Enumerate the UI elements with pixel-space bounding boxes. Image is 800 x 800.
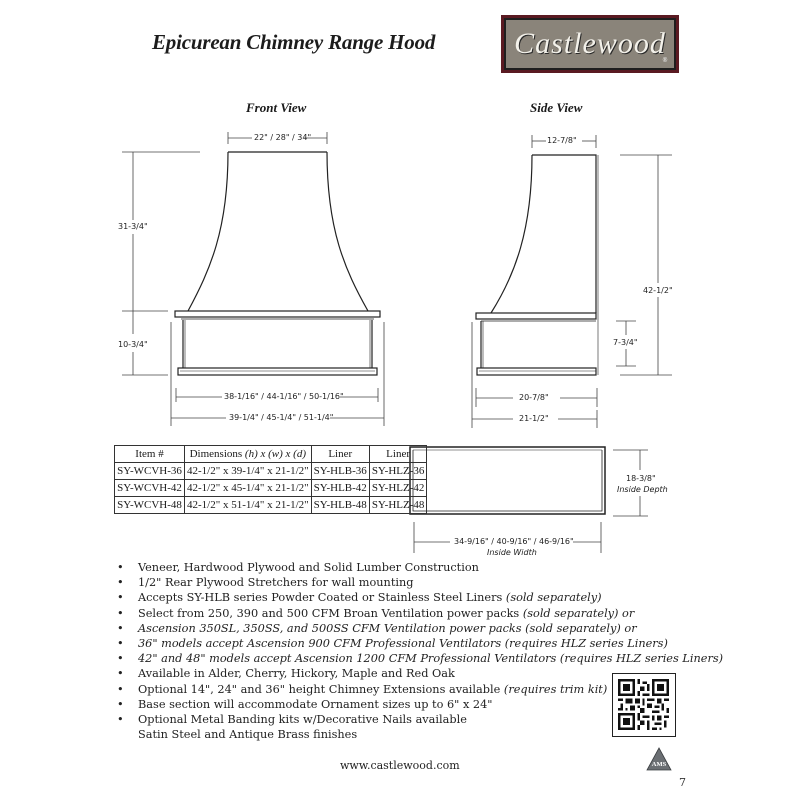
front-view-drawing bbox=[175, 152, 380, 375]
feature-item: • Base section will accommodate Ornament sizes up to 6" x 24" bbox=[117, 697, 493, 711]
feature-item: • Veneer, Hardwood Plywood and Solid Lumber Construction bbox=[117, 561, 479, 574]
page-title: Epicurean Chimney Range Hood bbox=[152, 30, 436, 54]
front-base-width-dim: 38-1/16" / 44-1/16" / 50-1/16" bbox=[224, 392, 344, 401]
cell-liner-hlz: SY-HLZ-42 bbox=[369, 480, 427, 497]
cell-item: SY-WCVH-42 bbox=[115, 480, 185, 497]
front-view-label: Front View bbox=[246, 100, 307, 115]
feature-item: • Available in Alder, Cherry, Hickory, Maple and Red Oak bbox=[117, 667, 455, 681]
feature-item: • Select from 250, 390 and 500 CFM Broan Ventilation power packs (sold separately) or bbox=[117, 606, 635, 620]
cell-dimensions: 42-1/2" x 45-1/4" x 21-1/2" bbox=[185, 480, 312, 497]
cell-liner-hlb: SY-HLB-42 bbox=[311, 480, 369, 497]
cell-item: SY-WCVH-48 bbox=[115, 497, 185, 514]
liner-plan-drawing bbox=[410, 447, 605, 514]
side-top-depth-dim: 12-7/8" bbox=[547, 136, 577, 145]
cell-liner-hlz: SY-HLZ-36 bbox=[369, 463, 427, 480]
feature-item: • 1/2" Rear Plywood Stretchers for wall mounting bbox=[117, 576, 414, 590]
feature-item: • Ascension 350SL, 350SS, and 500SS CFM Ventilation power packs (sold separately) or bbox=[117, 621, 637, 635]
ams-badge bbox=[646, 747, 672, 775]
table-row bbox=[115, 497, 427, 514]
liner-inside-depth-label: Inside Depth bbox=[617, 485, 668, 494]
liner-inside-depth-dim: 18-3/8" bbox=[626, 474, 656, 483]
cell-liner-hlz: SY-HLZ-48 bbox=[369, 497, 427, 514]
spec-table-header bbox=[115, 446, 427, 463]
qr-code[interactable] bbox=[612, 673, 676, 737]
cell-dimensions: 42-1/2" x 51-1/4" x 21-1/2" bbox=[185, 497, 312, 514]
liner-inside-width-dim: 34-9/16" / 40-9/16" / 46-9/16" bbox=[454, 537, 574, 546]
feature-item-continuation: Satin Steel and Antique Brass finishes bbox=[138, 728, 358, 742]
logo-text: Castlewood bbox=[514, 27, 666, 60]
side-view-drawing bbox=[476, 155, 598, 375]
cell-item: SY-WCVH-36 bbox=[115, 463, 185, 480]
side-overall-depth-dim: 21-1/2" bbox=[519, 414, 549, 423]
spec-table bbox=[114, 445, 427, 514]
liner-inside-width-label: Inside Width bbox=[487, 548, 537, 557]
cell-dimensions: 42-1/2" x 39-1/4" x 21-1/2" bbox=[185, 463, 312, 480]
registered-mark: ® bbox=[662, 57, 668, 64]
front-top-width-dim: 22" / 28" / 34" bbox=[254, 133, 312, 142]
website-link[interactable]: www.castlewood.com bbox=[340, 759, 460, 772]
feature-item: • 42" and 48" models accept Ascension 1200 CFM Professional Ventilators (requires HLZ series Liners) bbox=[117, 652, 724, 666]
cell-liner-hlb: SY-HLB-48 bbox=[311, 497, 369, 514]
header-liner-hlb: Liner bbox=[311, 446, 369, 463]
side-overall-height-dim: 42-1/2" bbox=[643, 286, 673, 295]
front-chimney-height-dim: 31-3/4" bbox=[118, 222, 148, 231]
feature-item: • Optional Metal Banding kits w/Decorative Nails available bbox=[117, 713, 467, 727]
qr-code-icon bbox=[618, 679, 669, 730]
svg-text:AMS: AMS bbox=[651, 761, 667, 768]
side-base-height-dim: 7-3/4" bbox=[613, 338, 638, 347]
front-overall-width-dim: 39-1/4" / 45-1/4" / 51-1/4" bbox=[229, 413, 334, 422]
side-base-depth-dim: 20-7/8" bbox=[519, 393, 549, 402]
page-number: 7 bbox=[679, 776, 686, 789]
feature-item: • Optional 14", 24" and 36" height Chimney Extensions available (requires trim kit) bbox=[117, 682, 608, 696]
front-base-height-dim: 10-3/4" bbox=[118, 340, 148, 349]
feature-item: • Accepts SY-HLB series Powder Coated or Stainless Steel Liners (sold separately) bbox=[117, 591, 602, 605]
feature-item: • 36" models accept Ascension 900 CFM Professional Ventilators (requires HLZ series Liners) bbox=[117, 637, 668, 651]
cell-liner-hlb: SY-HLB-36 bbox=[311, 463, 369, 480]
header-dimensions: Dimensions (h) x (w) x (d) bbox=[185, 446, 312, 463]
side-view-label: Side View bbox=[530, 100, 583, 115]
table-row bbox=[115, 463, 427, 480]
ams-triangle-icon bbox=[646, 747, 672, 771]
table-row bbox=[115, 480, 427, 497]
header-liner-hlz: Liner bbox=[369, 446, 427, 463]
header-item: Item # bbox=[115, 446, 185, 463]
